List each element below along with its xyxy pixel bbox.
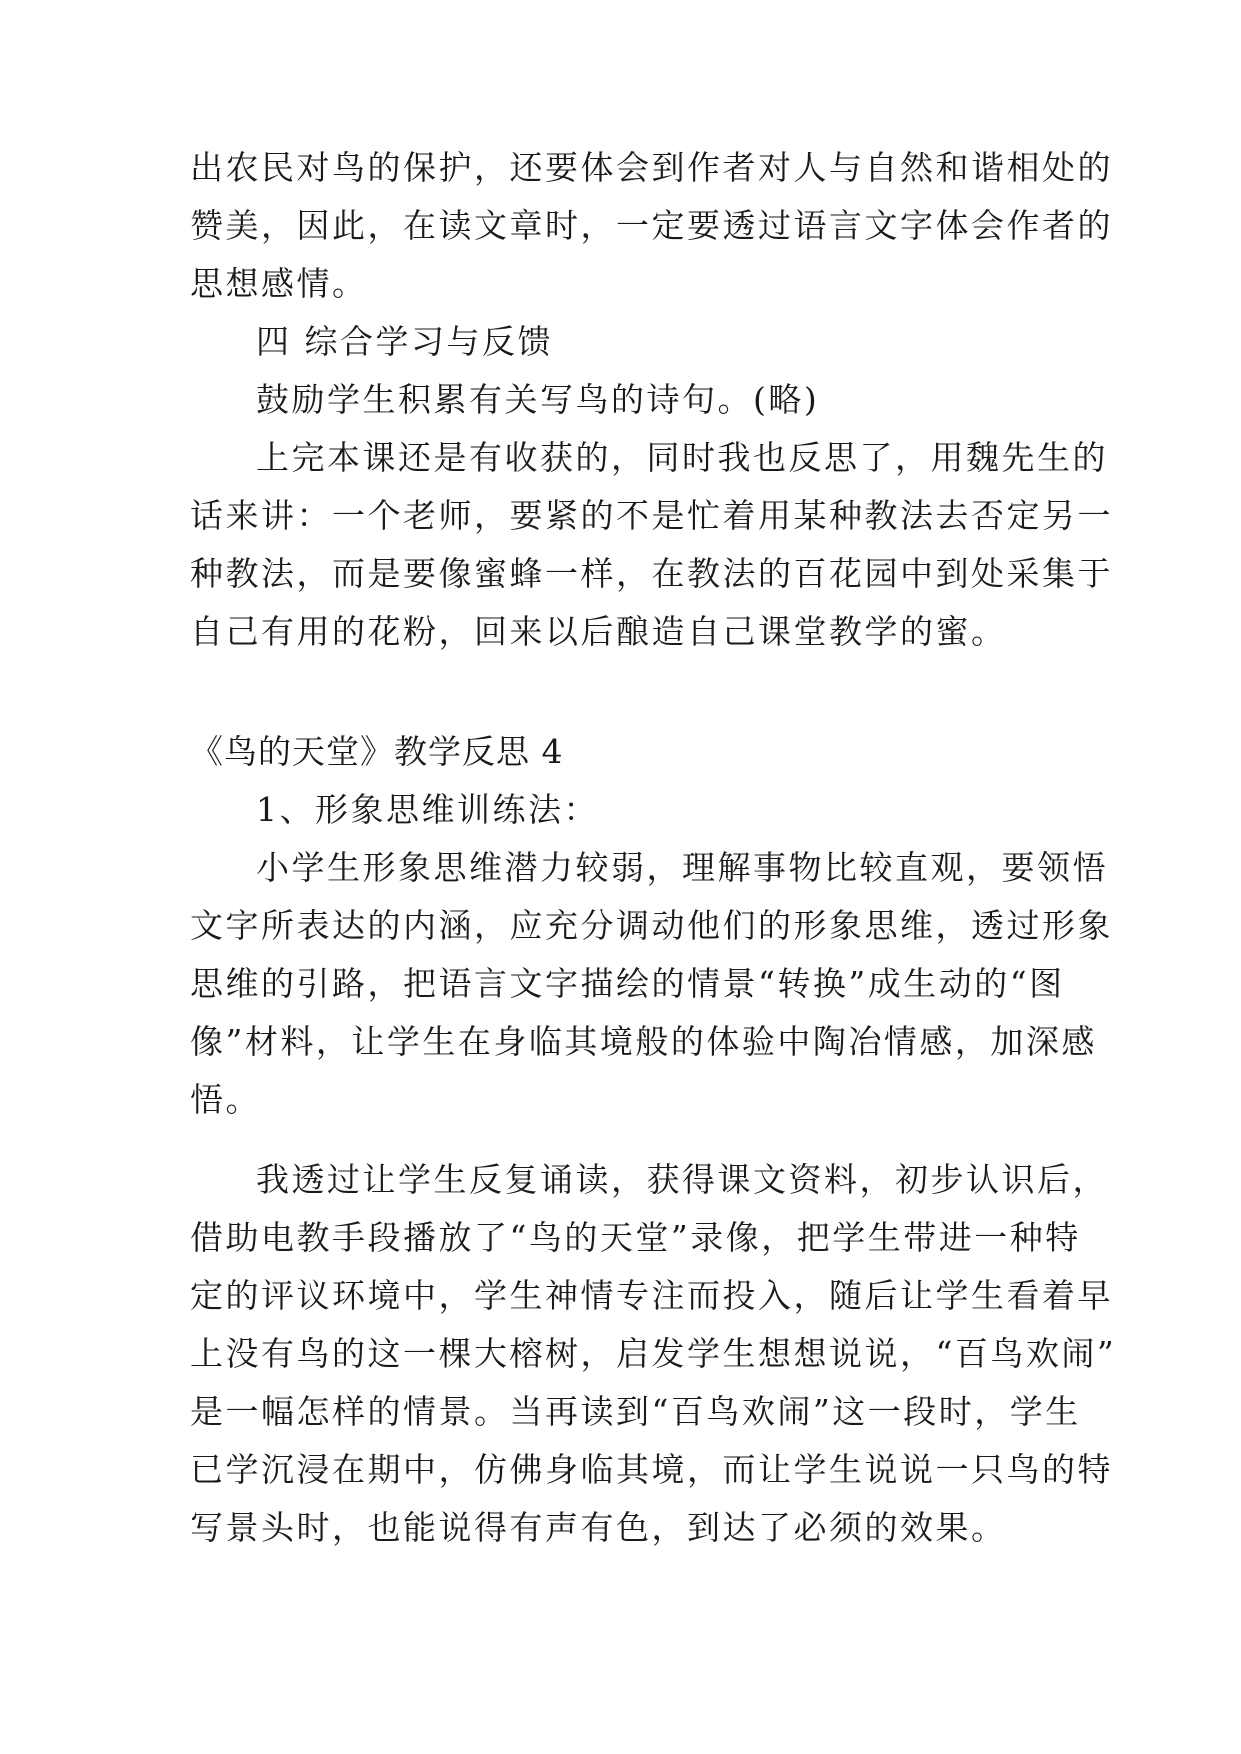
paragraph-line: 已学沉浸在期中，仿佛身临其境，而让学生说说一只鸟的特 <box>190 1450 1113 1489</box>
paragraph-line: 出农民对鸟的保护，还要体会到作者对人与自然和谐相处的 <box>190 148 1113 187</box>
paragraph-line: 思想感情。 <box>190 264 368 303</box>
article-title: 《鸟的天堂》教学反思 4 <box>190 732 564 771</box>
paragraph-line: 定的评议环境中，学生神情专注而投入，随后让学生看着早 <box>190 1276 1113 1315</box>
paragraph-line: 悟。 <box>190 1080 261 1119</box>
paragraph-line: 鼓励学生积累有关写鸟的诗句。(略) <box>256 380 820 419</box>
paragraph-line: 自己有用的花粉，回来以后酿造自己课堂教学的蜜。 <box>190 612 1007 651</box>
paragraph-line: 赞美，因此，在读文章时，一定要透过语言文字体会作者的 <box>190 206 1113 245</box>
paragraph-line: 像”材料，让学生在身临其境般的体验中陶冶情感，加深感 <box>190 1022 1097 1061</box>
paragraph-line: 写景头时，也能说得有声有色，到达了必须的效果。 <box>190 1508 1007 1547</box>
section-heading: 四 综合学习与反馈 <box>256 322 553 361</box>
paragraph-line: 话来讲：一个老师，要紧的不是忙着用某种教法去否定另一 <box>190 496 1113 535</box>
paragraph-line: 小学生形象思维潜力较弱，理解事物比较直观，要领悟 <box>256 848 1108 887</box>
paragraph-line: 上完本课还是有收获的，同时我也反思了，用魏先生的 <box>256 438 1108 477</box>
paragraph-line: 种教法，而是要像蜜蜂一样，在教法的百花园中到处采集于 <box>190 554 1113 593</box>
paragraph-line: 上没有鸟的这一棵大榕树，启发学生想想说说，“百鸟欢闹” <box>190 1334 1117 1373</box>
subheading: 1、形象思维训练法： <box>256 790 599 829</box>
paragraph-line: 借助电教手段播放了“鸟的天堂”录像，把学生带进一种特 <box>190 1218 1081 1257</box>
paragraph-line: 是一幅怎样的情景。当再读到“百鸟欢闹”这一段时，学生 <box>190 1392 1081 1431</box>
paragraph-line: 思维的引路，把语言文字描绘的情景“转换”成生动的“图 <box>190 964 1065 1003</box>
paragraph-line: 我透过让学生反复诵读，获得课文资料，初步认识后， <box>256 1160 1108 1199</box>
paragraph-line: 文字所表达的内涵，应充分调动他们的形象思维，透过形象 <box>190 906 1113 945</box>
